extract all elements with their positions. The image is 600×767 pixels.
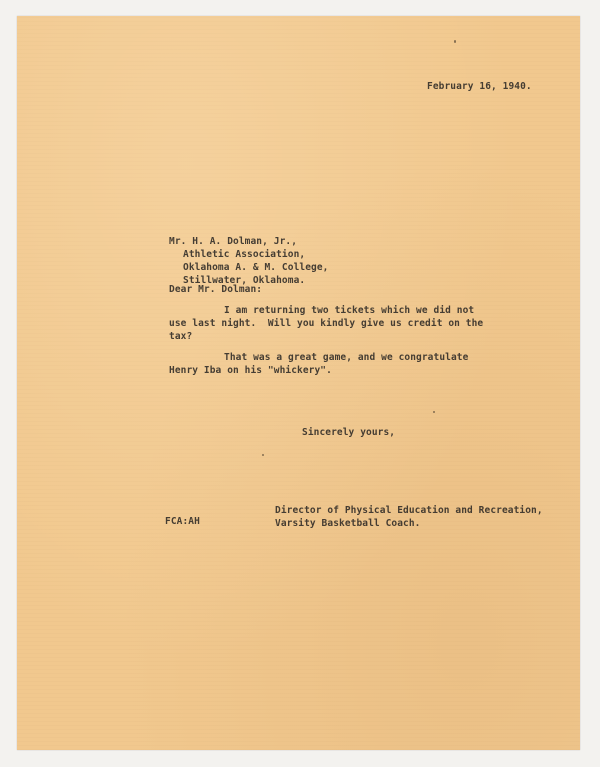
title-line: Varsity Basketball Coach. — [275, 518, 421, 529]
salutation: Dear Mr. Dolman: — [169, 284, 263, 295]
paragraph-line: That was a great game, and we congratulate — [224, 352, 469, 363]
paragraph-congratulations — [169, 351, 468, 377]
paper-speck — [262, 454, 264, 456]
paper-speck — [433, 411, 435, 413]
letter-sheet — [17, 16, 580, 750]
paragraph-line: Henry Iba on his "whickery". — [169, 365, 332, 376]
address-line: Athletic Association, — [183, 249, 306, 260]
paragraph-line: I am returning two tickets which we did not — [224, 305, 475, 316]
address-line: Mr. H. A. Dolman, Jr., — [169, 236, 298, 247]
paragraph-line: use last night. Will you kindly give us credit on the — [169, 318, 484, 329]
title-line: Director of Physical Education and Recreation, — [275, 505, 543, 516]
address-line: Oklahoma A. & M. College, — [183, 262, 329, 273]
typist-initials: FCA:AH — [165, 516, 200, 527]
recipient-address — [169, 235, 329, 287]
paragraph-returning-tickets — [169, 304, 483, 343]
letter-date: February 16, 1940. — [427, 81, 532, 92]
paper-speck — [454, 40, 456, 43]
closing: Sincerely yours, — [302, 427, 396, 438]
signature-title — [275, 504, 543, 530]
address-line: Stillwater, Oklahoma. — [183, 275, 306, 286]
paragraph-line: tax? — [169, 331, 193, 342]
